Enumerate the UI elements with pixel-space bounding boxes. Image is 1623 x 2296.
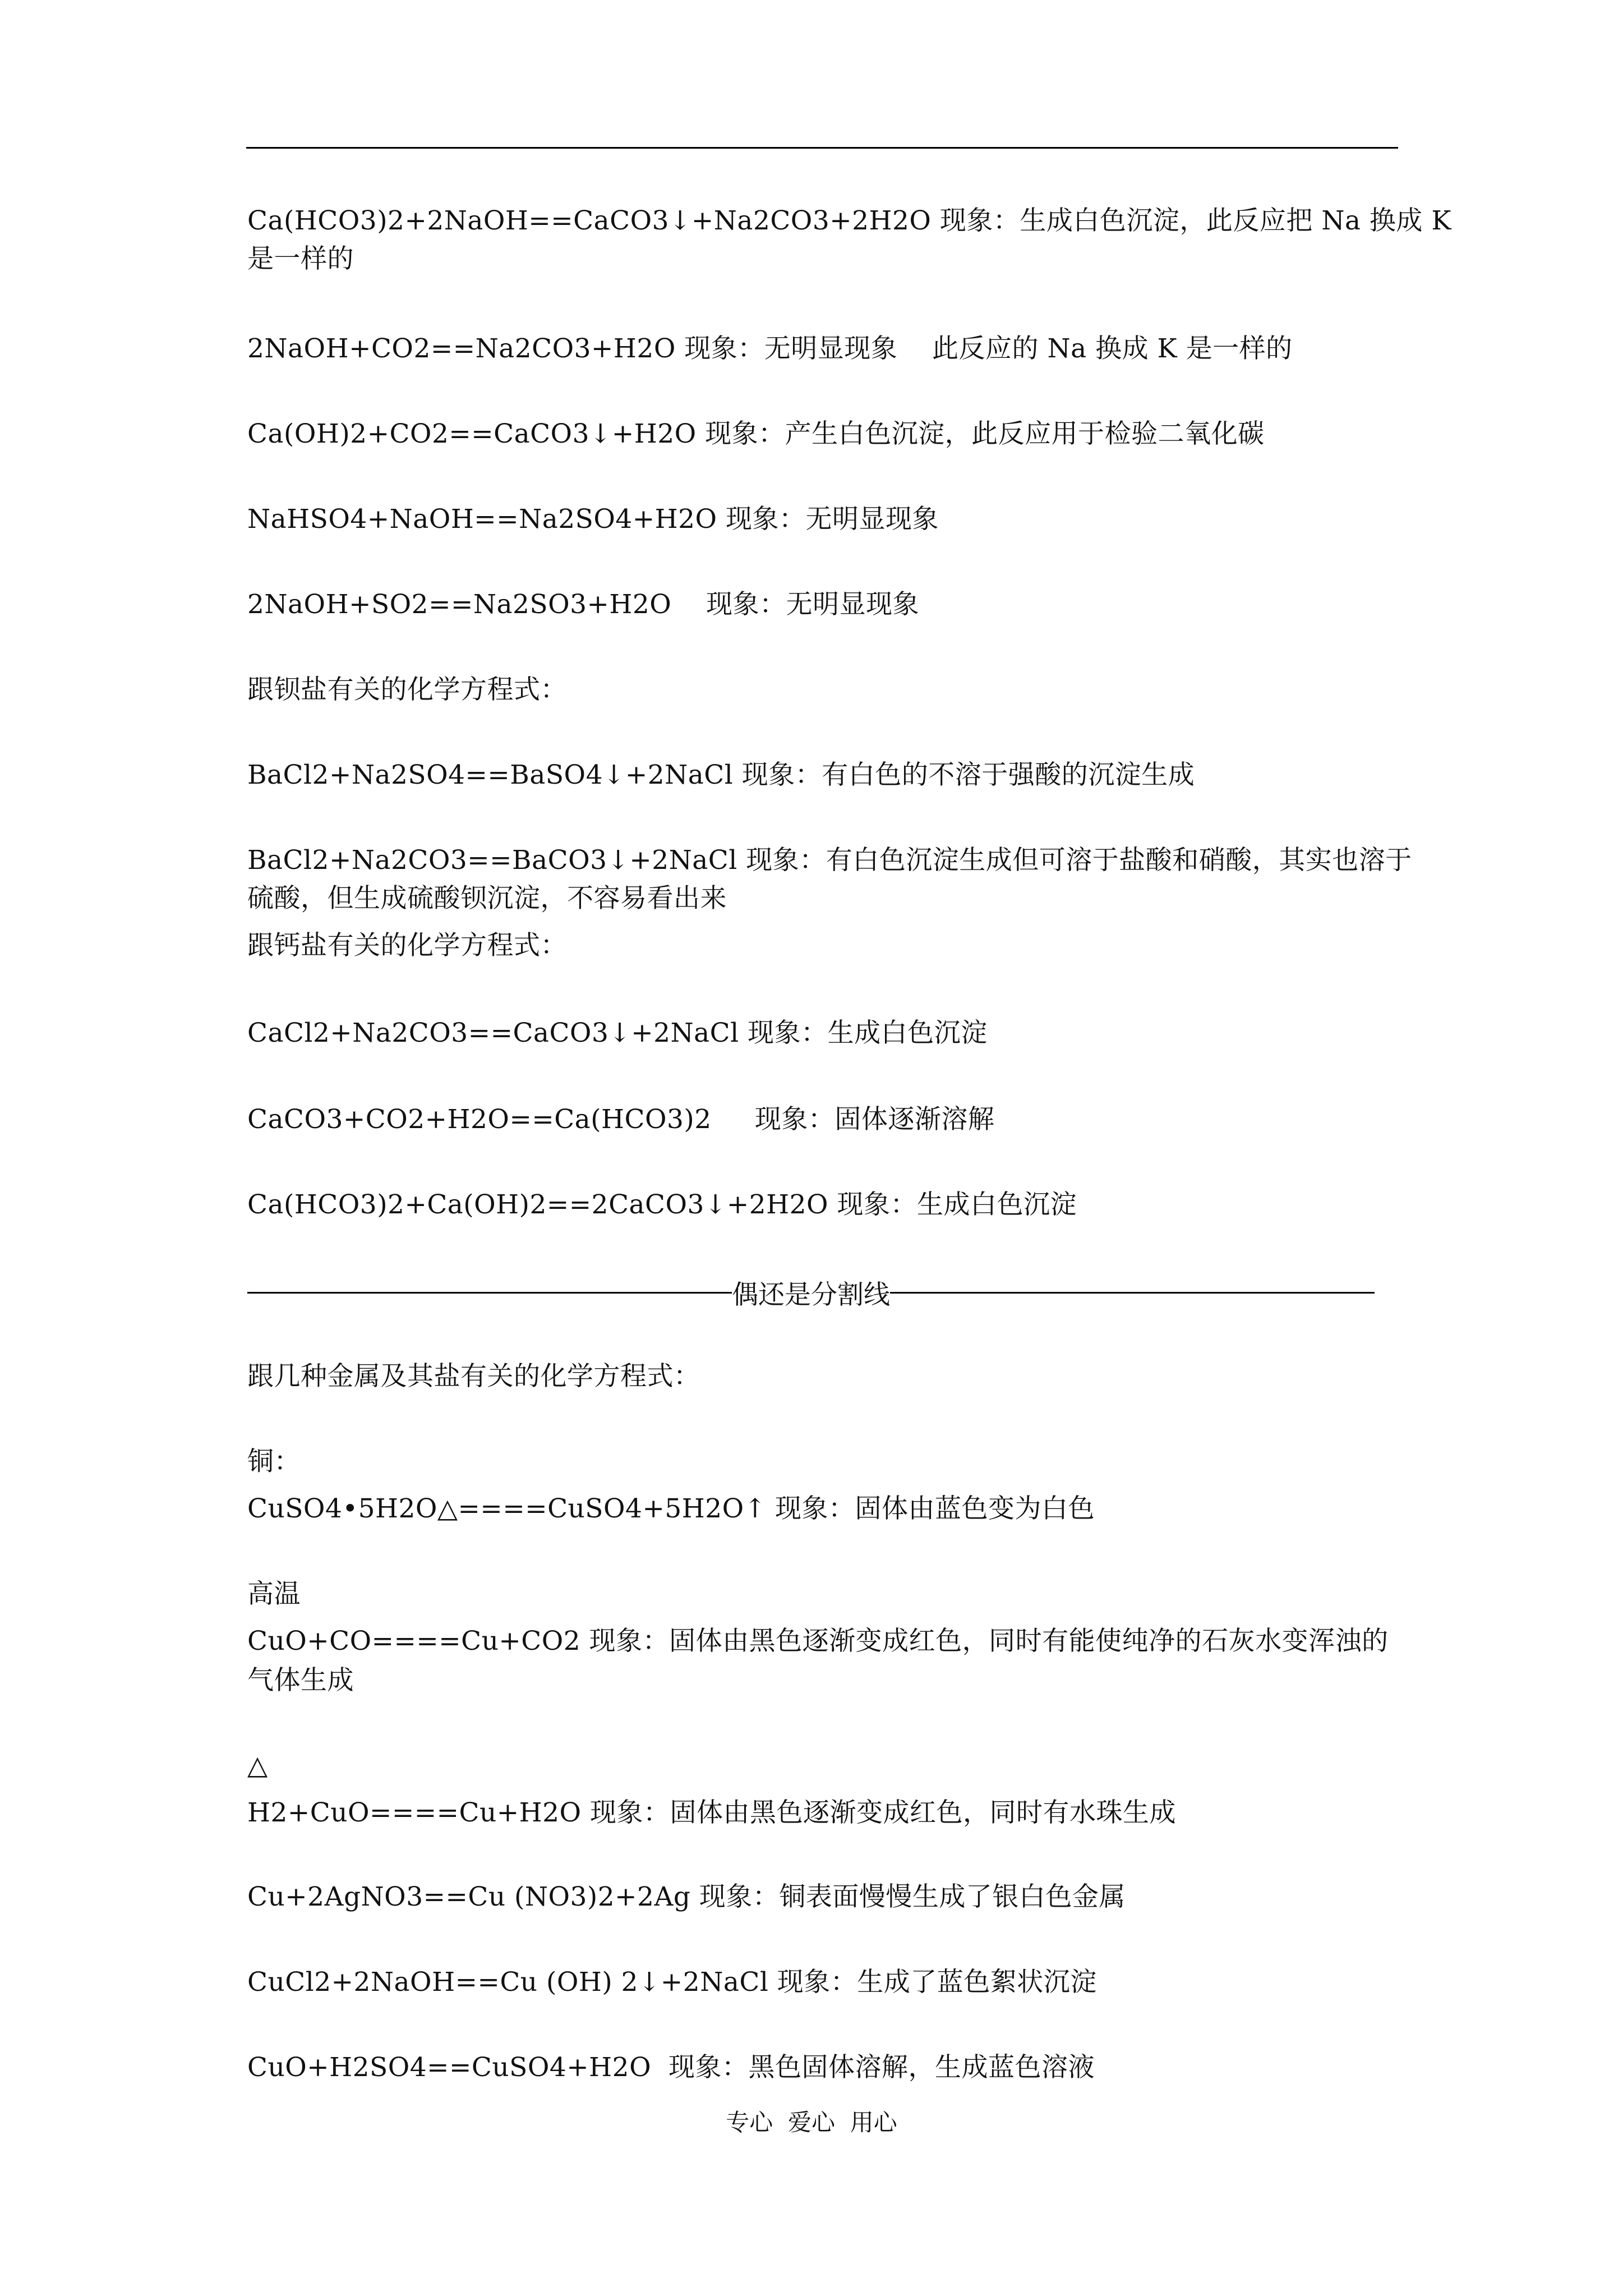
- text-line: CuCl2+2NaOH==Cu (OH) 2↓+2NaCl 现象：生成了蓝色絮状沉淀: [247, 1967, 1097, 1998]
- header-rule: [246, 147, 1398, 149]
- section-heading: 跟钡盐有关的化学方程式：: [247, 674, 567, 705]
- divider-rule-right: [890, 1292, 1375, 1294]
- section-divider: [247, 1272, 1375, 1313]
- text-line: 2NaOH+CO2==Na2CO3+H2O 现象：无明显现象 此反应的 Na 换成 K 是一样的: [247, 333, 1293, 364]
- text-line: 气体生成: [247, 1665, 354, 1696]
- text-line: H2+CuO====Cu+H2O 现象：固体由黑色逐渐变成红色，同时有水珠生成: [247, 1797, 1177, 1828]
- text-line: Ca(HCO3)2+Ca(OH)2==2CaCO3↓+2H2O 现象：生成白色沉淀: [247, 1189, 1077, 1220]
- text-line: 2NaOH+SO2==Na2SO3+H2O 现象：无明显现象: [247, 589, 920, 620]
- text-line: CaCO3+CO2+H2O==Ca(HCO3)2 现象：固体逐渐溶解: [247, 1104, 995, 1135]
- text-line: BaCl2+Na2SO4==BaSO4↓+2NaCl 现象：有白色的不溶于强酸的沉淀生成: [247, 760, 1195, 790]
- text-line: 是一样的: [247, 243, 354, 274]
- text-line: CuO+CO====Cu+CO2 现象：固体由黑色逐渐变成红色，同时有能使纯净的石灰水变浑浊的: [247, 1626, 1389, 1657]
- text-line: Cu+2AgNO3==Cu (NO3)2+2Ag 现象：铜表面慢慢生成了银白色金属: [247, 1881, 1126, 1912]
- text-line: CuO+H2SO4==CuSO4+H2O 现象：黑色固体溶解，生成蓝色溶液: [247, 2052, 1095, 2083]
- section-heading: 跟钙盐有关的化学方程式：: [247, 930, 567, 961]
- text-line: NaHSO4+NaOH==Na2SO4+H2O 现象：无明显现象: [247, 504, 939, 535]
- condition-label: △: [247, 1750, 268, 1781]
- section-heading: 跟几种金属及其盐有关的化学方程式：: [247, 1361, 700, 1392]
- text-line: Ca(OH)2+CO2==CaCO3↓+H2O 现象：产生白色沉淀，此反应用于检验二氧化碳: [247, 418, 1265, 449]
- text-line: BaCl2+Na2CO3==BaCO3↓+2NaCl 现象：有白色沉淀生成但可溶于盐酸和硝酸，其实也溶于: [247, 845, 1412, 876]
- divider-label: 偶还是分割线: [732, 1279, 890, 1310]
- page-footer: 专心 爱心 用心: [726, 2109, 897, 2136]
- text-line: CuSO4•5H2O△====CuSO4+5H2O↑ 现象：固体由蓝色变为白色: [247, 1493, 1095, 1524]
- divider-rule-left: [247, 1292, 732, 1294]
- condition-label: 高温: [247, 1579, 301, 1609]
- text-line: 硫酸，但生成硫酸钡沉淀，不容易看出来: [247, 883, 727, 914]
- text-line: Ca(HCO3)2+2NaOH==CaCO3↓+Na2CO3+2H2O 现象：生成白色沉淀，此反应把 Na 换成 K: [247, 205, 1451, 236]
- text-line: CaCl2+Na2CO3==CaCO3↓+2NaCl 现象：生成白色沉淀: [247, 1018, 988, 1048]
- subsection-heading: 铜：: [247, 1446, 301, 1477]
